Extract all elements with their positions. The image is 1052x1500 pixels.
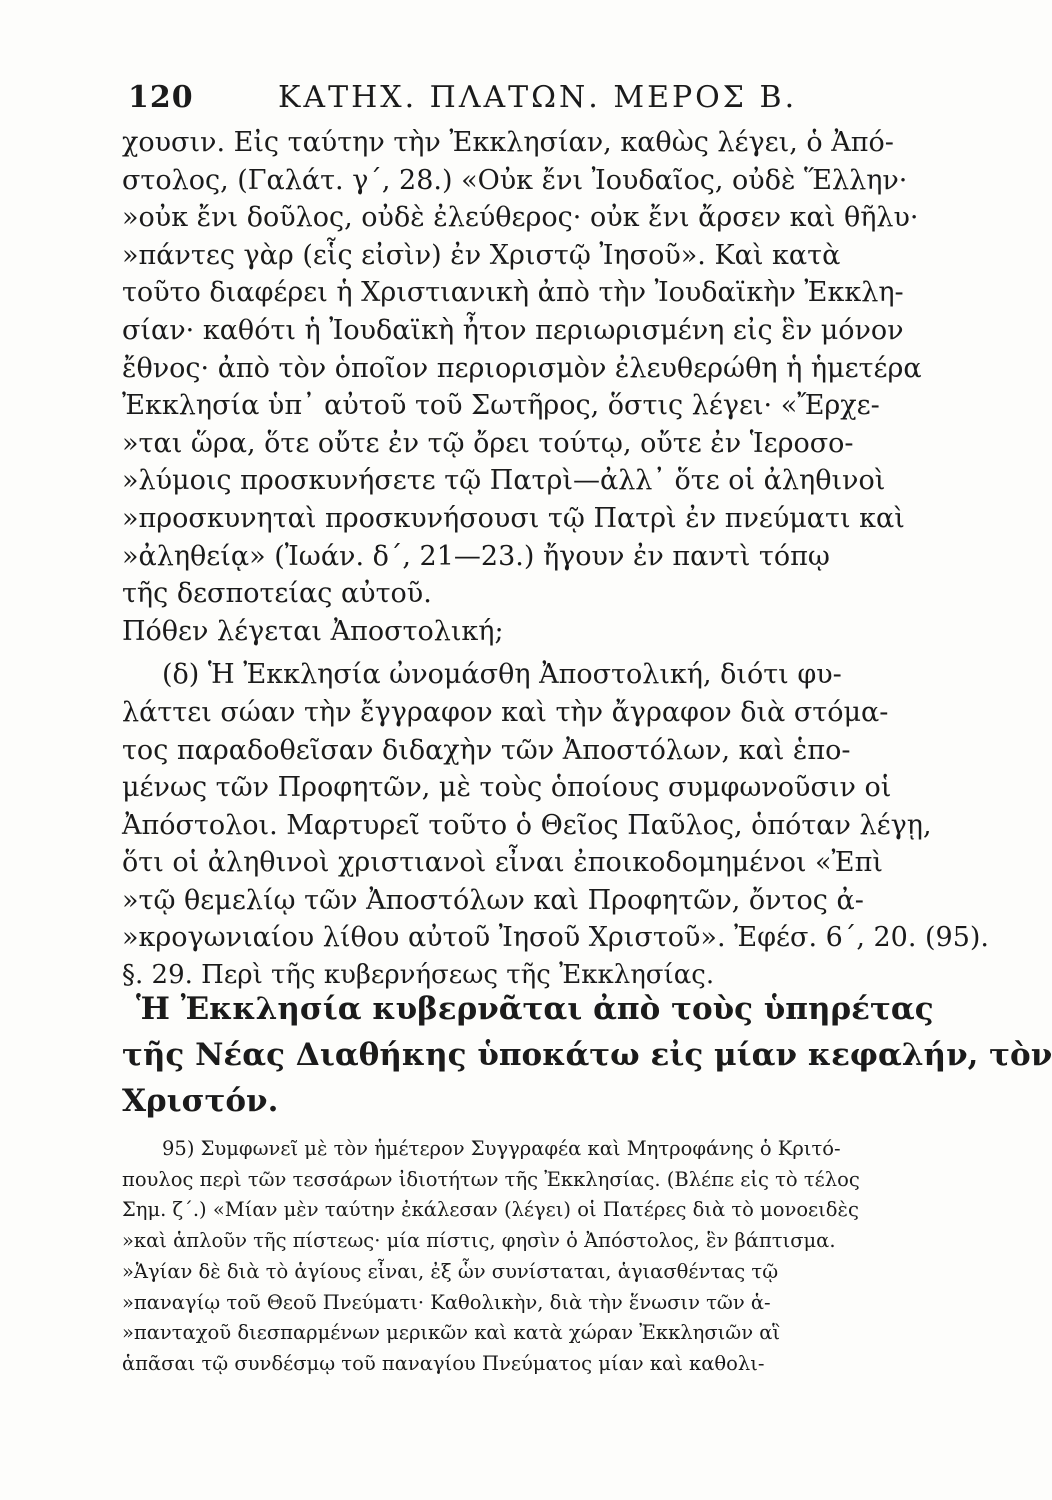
text-line: τοῦτο διαφέρει ἡ Χριστιανικὴ ἀπὸ τὴν Ἰουδαϊκὴν Ἐκκλη- [122,277,904,309]
bold-heading-line: Χριστόν. [122,1083,279,1119]
running-title: ΚΑΤΗΧ. ΠΛΑΤΩΝ. ΜΕΡΟΣ Β. [278,80,798,115]
text-line: χουσιν. Εἰς ταύτην τὴν Ἐκκλησίαν, καθὼς λέγει, ὁ Ἀπό- [122,127,894,158]
text-line: »ται ὥρα, ὅτε οὔτε ἐν τῷ ὄρει τούτῳ, οὔτε ἐν Ἱεροσο- [122,427,854,459]
text-line: »ἀληθείᾳ» (Ἰωάν. δ΄, 21—23.) ἤγουν ἐν παντὶ τόπῳ [122,540,830,572]
footnote-line: »παναγίῳ τοῦ Θεοῦ Πνεύματι· Καθολικὴν, διὰ τὴν ἕνωσιν τῶν ἁ- [122,1290,771,1314]
text-line: »τῷ θεμελίῳ τῶν Ἀποστόλων καὶ Προφητῶν, ὄντος ἀ- [122,884,864,916]
question-heading [122,613,882,651]
footnote-line: »Ἁγίαν δὲ διὰ τὸ ἁγίους εἶναι, ἐξ ὧν συνίσταται, ἁγιασθέντας τῷ [122,1259,779,1283]
text-line: τῆς δεσποτείας αὐτοῦ. [122,578,432,610]
text-line: »κρογωνιαίου λίθου αὐτοῦ Ἰησοῦ Χριστοῦ». Ἐφέσ. 6΄, 20. (95). [122,922,990,954]
text-line: στολος, (Γαλάτ. γ΄, 28.) «Οὐκ ἔνι Ἰουδαῖος, οὐδὲ Ἕλλην· [122,164,908,196]
text-line: μένως τῶν Προφητῶν, μὲ τοὺς ὁποίους συμφωνοῦσιν οἱ [122,772,892,804]
text-line: λάττει σώαν τὴν ἔγγραφον καὶ τὴν ἄγραφον διὰ στόμα- [122,696,889,728]
footnote-line: ἁπᾶσαι τῷ συνδέσμῳ τοῦ παναγίου Πνεύματος μίαν καὶ καθολι- [122,1351,765,1375]
main-text [122,124,990,995]
text-line: »οὐκ ἔνι δοῦλος, οὐδὲ ἐλεύθερος· οὐκ ἔνι ἄρσεν καὶ θῆλυ· [122,202,919,234]
text-line: »λύμοις προσκυνήσετε τῷ Πατρὶ—ἀλλ᾿ ὅτε οἱ ἀληθινοὶ [122,465,886,497]
footnote-line: πουλος περὶ τῶν τεσσάρων ἰδιοτήτων τῆς Ἐκκλησίας. (Βλέπε εἰς τὸ τέλος [122,1167,860,1191]
answer-paragraph [122,656,990,957]
text-line: σίαν· καθότι ἡ Ἰουδαϊκὴ ἦτον περιωρισμένη εἰς ἓν μόνον [122,314,904,346]
text-line: ὅτι οἱ ἀληθινοὶ χριστιανοὶ εἶναι ἐποικοδομημένοι «Ἐπὶ [122,847,883,879]
question-text: Πόθεν λέγεται Ἀποστολική; [122,615,504,647]
page-header [128,80,888,124]
text-line: ἔθνος· ἀπὸ τὸν ὁποῖον περιορισμὸν ἐλευθερώθη ἡ ἡμετέρα [122,352,922,384]
text-line: τος παραδοθεῖσαν διδαχὴν τῶν Ἀποστόλων, καὶ ἑπο- [122,734,851,766]
bold-heading [122,986,1052,1124]
footnote-line: Σημ. ζ΄.) «Μίαν μὲν ταύτην ἐκάλεσαν (λέγει) οἱ Πατέρες διὰ τὸ μονοειδὲς [122,1198,859,1222]
section-heading-text: §. 29. Περὶ τῆς κυβερνήσεως τῆς Ἐκκλησίας. [122,960,715,991]
text-line: Ἐκκλησία ὑπ᾿ αὐτοῦ τοῦ Σωτῆρος, ὅστις λέγει· «Ἔρχε- [122,390,880,422]
text-line: Ἀπόστολοι. Μαρτυρεῖ τοῦτο ὁ Θεῖος Παῦλος, ὁπόταν λέγῃ, [122,809,932,841]
text-line: »πάντες γὰρ (εἷς εἰσὶν) ἐν Χριστῷ Ἰησοῦ». Καὶ κατὰ [122,239,841,271]
footnote-line: 95) Συμφωνεῖ μὲ τὸν ἡμέτερον Συγγραφέα καὶ Μητροφάνης ὁ Κριτό- [162,1137,841,1160]
text-line: (δ) Ἡ Ἐκκλησία ὠνομάσθη Ἀποστολική, διότι φυ- [162,659,842,691]
bold-heading-line: τῆς Νέας Διαθήκης ὑποκάτω εἰς μίαν κεφαλήν, τὸν [122,1037,1052,1073]
page-number: 120 [128,80,194,115]
paragraph-continuation [122,124,922,613]
footnote-line: »καὶ ἁπλοῦν τῆς πίστεως· μία πίστις, φησὶν ὁ Ἀπόστολος, ἓν βάπτισμα. [122,1229,836,1253]
text-line: »προσκυνηταὶ προσκυνήσουσι τῷ Πατρὶ ἐν πνεύματι καὶ [122,502,905,534]
bold-heading-line: Ἡ Ἐκκλησία κυβερνᾶται ἀπὸ τοὺς ὑπηρέτας [136,991,934,1027]
footnotes [122,1134,882,1380]
footnote-line: »πανταχοῦ διεσπαρμένων μερικῶν καὶ κατὰ χώραν Ἐκκλησιῶν αἳ [122,1321,781,1345]
